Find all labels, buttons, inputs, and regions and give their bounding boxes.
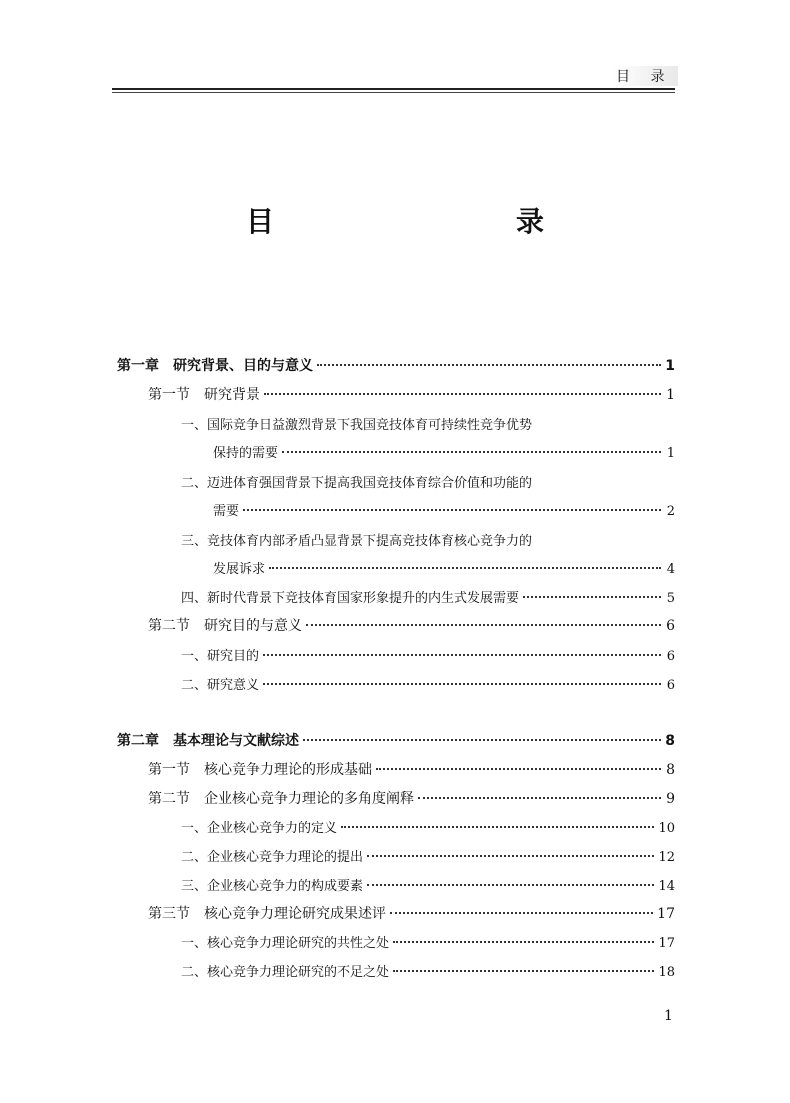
toc-entry-ch2-s3-item-2[interactable] (181, 961, 675, 983)
dot-leader (393, 941, 654, 943)
toc-entry-page: 2 (666, 504, 675, 519)
toc-entry-label: 二、核心竞争力理论研究的不足之处 (181, 965, 390, 980)
page-number: 1 (664, 1008, 673, 1024)
dot-leader (341, 826, 654, 828)
toc-entry-label: 发展诉求 (213, 562, 266, 577)
toc-entry-label: 二、研究意义 (181, 678, 260, 693)
dot-leader (303, 739, 661, 741)
toc-entry-page: 14 (658, 879, 675, 894)
dot-leader (390, 912, 653, 914)
toc-entry-ch2-s2-item-1[interactable] (181, 817, 675, 839)
toc-entry-label: 四、新时代背景下竞技体育国家形象提升的内生式发展需要 (181, 591, 520, 606)
toc-entry-label: 第一章 研究背景、目的与意义 (117, 358, 313, 374)
dot-leader (264, 393, 661, 395)
toc-entry-ch1-section-1[interactable] (148, 384, 675, 406)
toc-entry-page: 9 (666, 791, 675, 807)
toc-entry-page: 6 (666, 618, 675, 634)
toc-entry-ch1-s1-item-1[interactable] (213, 442, 675, 464)
dot-leader (263, 654, 661, 656)
toc-entry-label: 需要 (213, 504, 240, 519)
toc-entry-page: 1 (666, 387, 675, 403)
dot-leader (367, 855, 654, 857)
toc-entry-ch2-section-3[interactable] (148, 903, 675, 925)
dot-leader (367, 884, 654, 886)
running-head: 目 录 (610, 66, 678, 86)
toc-entry-ch2-s3-item-1[interactable] (181, 932, 675, 954)
toc-entry-page: 8 (666, 762, 675, 778)
toc-entry-page: 6 (666, 649, 675, 664)
toc-entry-label: 第一节 研究背景 (148, 387, 260, 403)
toc-entry-page: 8 (665, 733, 675, 749)
dot-leader (393, 970, 654, 972)
toc-entry-ch1-s1-item-4[interactable] (181, 587, 675, 609)
dot-leader (243, 509, 661, 511)
toc-entry-page: 1 (666, 446, 675, 461)
toc-entry-ch1-s1-item-2-line1[interactable]: 二、迈进体育强国背景下提高我国竞技体育综合价值和功能的 (181, 476, 533, 491)
toc-entry-page: 5 (666, 591, 675, 606)
toc-entry-label: 第二章 基本理论与文献综述 (117, 733, 299, 749)
toc-entry-page: 17 (657, 906, 675, 922)
dot-leader (306, 624, 661, 626)
toc-entry-ch1-s1-item-3[interactable] (213, 558, 675, 580)
dot-leader (523, 596, 661, 598)
dot-leader (269, 567, 661, 569)
toc-entry-label: 第二节 企业核心竞争力理论的多角度阐释 (148, 791, 414, 807)
toc-entry-chapter-2[interactable] (117, 730, 675, 752)
toc-entry-label: 一、研究目的 (181, 649, 260, 664)
toc-entry-label: 一、企业核心竞争力的定义 (181, 821, 338, 836)
toc-entry-ch2-section-2[interactable] (148, 788, 675, 810)
toc-entry-label: 第三节 核心竞争力理论研究成果述评 (148, 906, 386, 922)
toc-entry-ch2-section-1[interactable] (148, 759, 675, 781)
dot-leader (376, 768, 661, 770)
toc-entry-page: 4 (666, 562, 675, 577)
toc-entry-ch1-s1-item-1-line1[interactable]: 一、国际竞争日益激烈背景下我国竞技体育可持续性竞争优势 (181, 418, 533, 433)
toc-entry-page: 18 (658, 965, 675, 980)
toc-entry-page: 1 (665, 358, 675, 374)
toc-entry-label: 一、核心竞争力理论研究的共性之处 (181, 936, 390, 951)
toc-entry-ch1-s2-item-2[interactable] (181, 674, 675, 696)
toc-entry-label: 第一节 核心竞争力理论的形成基础 (148, 762, 372, 778)
toc-entry-ch2-s2-item-3[interactable] (181, 875, 675, 897)
toc-entry-ch1-s1-item-2[interactable] (213, 500, 675, 522)
dot-leader (263, 683, 661, 685)
toc-entry-page: 17 (658, 936, 675, 951)
page-title: 目 录 (245, 205, 606, 238)
toc-entry-page: 10 (658, 821, 675, 836)
toc-entry-ch2-s2-item-2[interactable] (181, 846, 675, 868)
toc-entry-page: 6 (666, 678, 675, 693)
toc-entry-label: 三、企业核心竞争力的构成要素 (181, 879, 364, 894)
dot-leader (282, 451, 661, 453)
toc-entry-ch1-s1-item-3-line1[interactable]: 三、竞技体育内部矛盾凸显背景下提高竞技体育核心竞争力的 (181, 534, 533, 549)
toc-entry-label: 第二节 研究目的与意义 (148, 618, 302, 634)
dot-leader (317, 364, 661, 366)
toc-entry-label: 保持的需要 (213, 446, 279, 461)
toc-entry-label: 二、企业核心竞争力理论的提出 (181, 850, 364, 865)
dot-leader (418, 797, 661, 799)
toc-entry-chapter-1[interactable] (117, 355, 675, 377)
toc-entry-ch1-s2-item-1[interactable] (181, 645, 675, 667)
toc-entry-ch1-section-2[interactable] (148, 615, 675, 637)
toc-entry-page: 12 (658, 850, 675, 865)
